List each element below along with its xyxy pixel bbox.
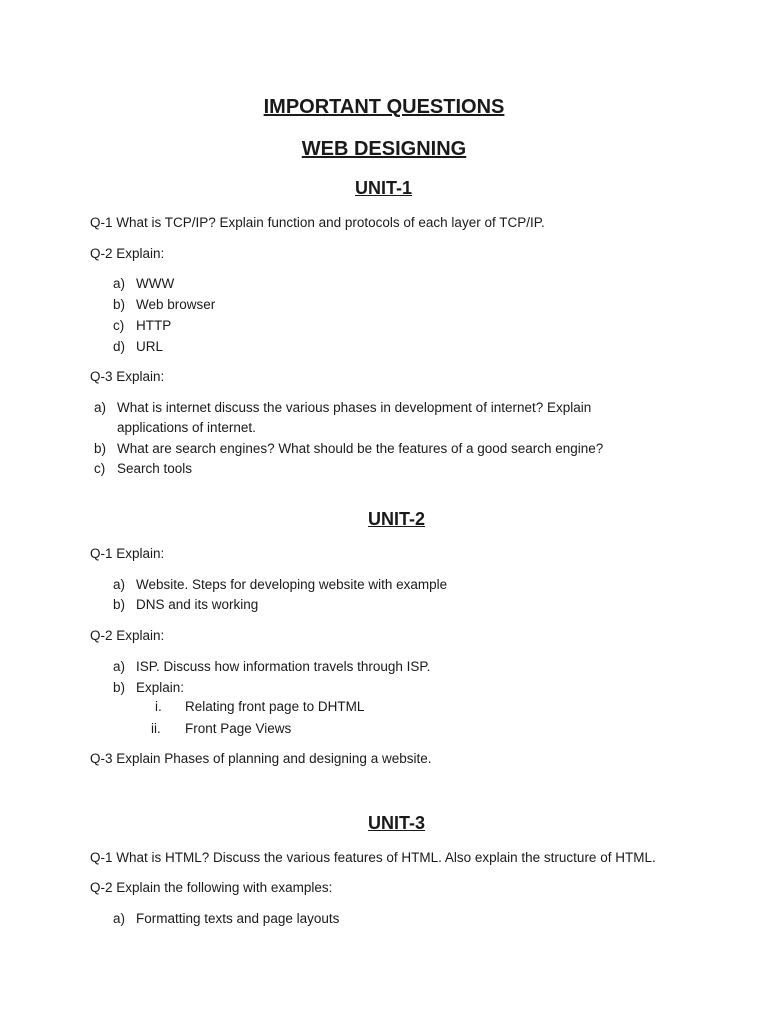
list-marker: a) (113, 659, 126, 674)
unit-1-question-2: Q-2 Explain: (90, 246, 165, 261)
list-marker: a) (113, 577, 126, 592)
list-marker: c) (113, 318, 125, 333)
list-item: URL (136, 339, 164, 354)
list-item: Web browser (136, 297, 216, 312)
document-title: IMPORTANT QUESTIONS (263, 96, 505, 118)
list-marker: d) (113, 339, 126, 354)
list-item: What are search engines? What should be the features of a good search engine? (117, 441, 604, 456)
list-item-continuation: applications of internet. (117, 420, 256, 435)
list-marker: a) (113, 911, 126, 926)
unit-2-heading: UNIT-2 (368, 509, 426, 529)
list-marker: b) (94, 441, 107, 456)
unit-1-question-1: Q-1 What is TCP/IP? Explain function and protocols of each layer of TCP/IP. (90, 215, 545, 230)
list-marker: b) (113, 680, 126, 695)
subject-title: WEB DESIGNING (301, 138, 467, 160)
unit-3-heading: UNIT-3 (368, 813, 426, 833)
list-item: WWW (136, 276, 175, 291)
unit-2-question-3: Q-3 Explain Phases of planning and designing a website. (90, 751, 432, 766)
unit-1-heading: UNIT-1 (355, 178, 413, 198)
unit-2-question-1: Q-1 Explain: (90, 546, 165, 561)
list-item: Search tools (117, 461, 193, 476)
list-item: Explain: (136, 680, 185, 695)
list-item: Formatting texts and page layouts (136, 911, 340, 926)
list-item: What is internet discuss the various phases in development of internet? Explain (117, 400, 592, 415)
unit-3-question-2: Q-2 Explain the following with examples: (90, 880, 333, 895)
list-item: HTTP (136, 318, 172, 333)
list-marker: a) (94, 400, 107, 415)
sub-list-item: Relating front page to DHTML (185, 699, 365, 714)
list-marker: b) (113, 597, 126, 612)
list-marker: a) (113, 276, 126, 291)
list-marker: b) (113, 297, 126, 312)
unit-2-question-2: Q-2 Explain: (90, 628, 165, 643)
sub-list-marker: ii. (151, 721, 161, 736)
unit-3-question-1: Q-1 What is HTML? Discuss the various features of HTML. Also explain the structure of HTML. (90, 850, 656, 865)
unit-1-question-3: Q-3 Explain: (90, 369, 165, 384)
list-item: Website. Steps for developing website with example (136, 577, 448, 592)
list-item: DNS and its working (136, 597, 259, 612)
list-item: ISP. Discuss how information travels through ISP. (136, 659, 431, 674)
list-marker: c) (94, 461, 106, 476)
sub-list-marker: i. (155, 699, 162, 714)
sub-list-item: Front Page Views (185, 721, 292, 736)
